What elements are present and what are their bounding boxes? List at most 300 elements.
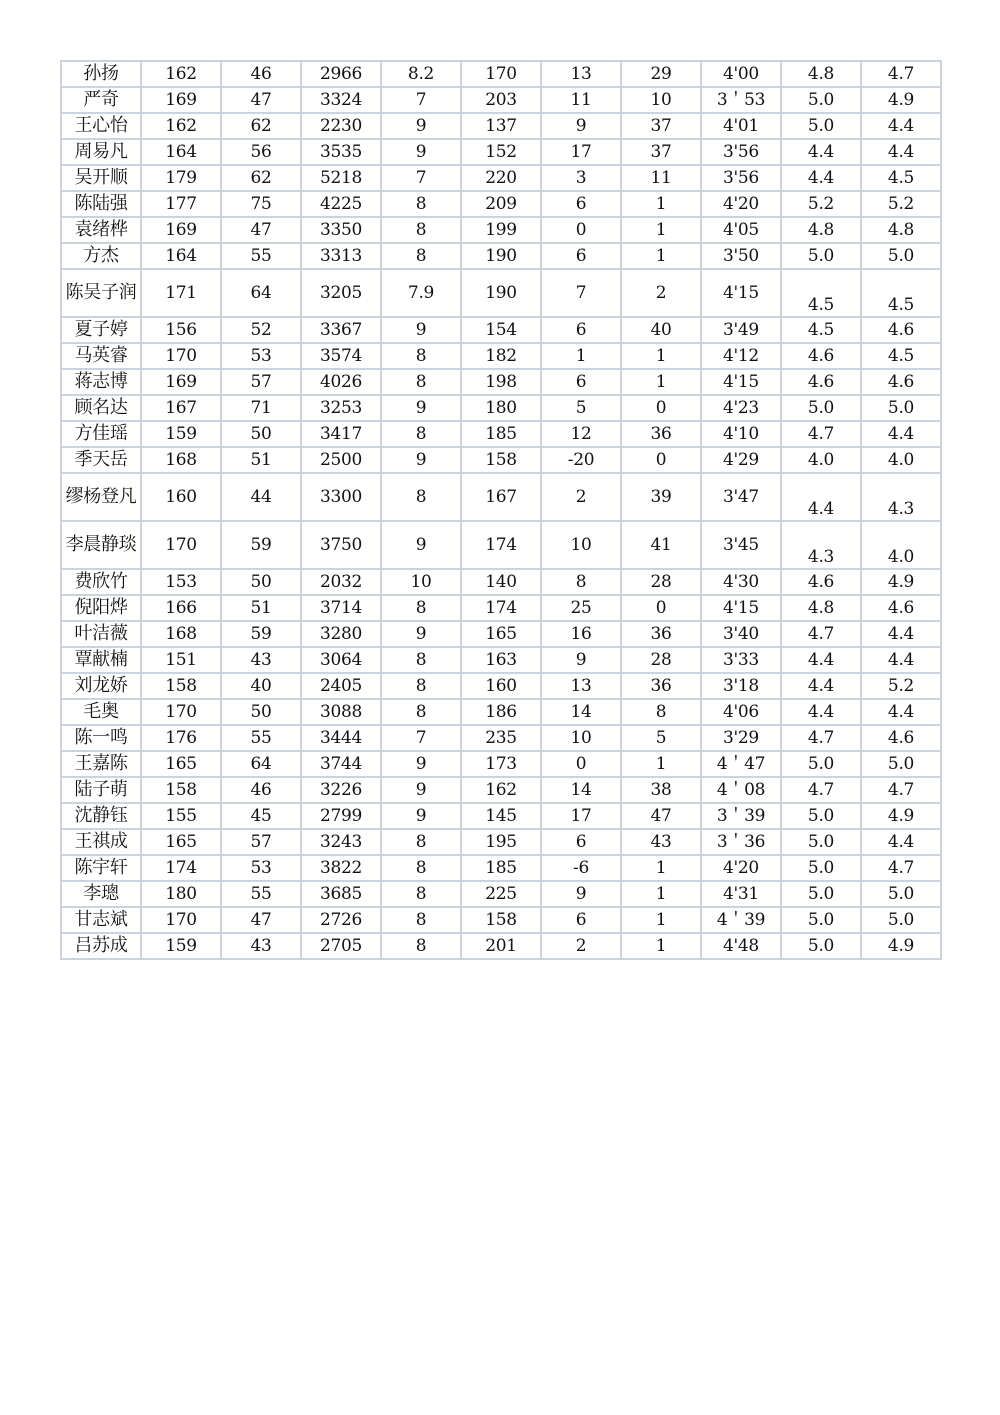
value-cell: 62 (221, 113, 301, 139)
value-cell: 3367 (301, 317, 381, 343)
table-row (61, 395, 941, 421)
value-cell: 5.2 (781, 191, 861, 217)
value-cell: 4'20 (701, 191, 781, 217)
value-cell: 8 (381, 191, 461, 217)
student-name-cell: 陈宇轩 (61, 855, 141, 881)
value-cell: 56 (221, 139, 301, 165)
value-cell: 5.0 (781, 829, 861, 855)
value-cell: 4.7 (781, 621, 861, 647)
value-cell: 8 (381, 699, 461, 725)
student-name-cell: 李晨静琰 (61, 521, 141, 569)
value-cell: 4.7 (781, 777, 861, 803)
value-cell: 168 (141, 447, 221, 473)
value-cell: 8 (381, 647, 461, 673)
value-cell: 2230 (301, 113, 381, 139)
value-cell: 167 (141, 395, 221, 421)
value-cell: 170 (141, 521, 221, 569)
value-cell: 14 (541, 777, 621, 803)
value-cell: 64 (221, 751, 301, 777)
value-cell: 199 (461, 217, 541, 243)
value-cell: 3064 (301, 647, 381, 673)
table-row (61, 473, 941, 521)
value-cell: 47 (221, 87, 301, 113)
value-cell: 17 (541, 803, 621, 829)
value-cell: 4.8 (861, 217, 941, 243)
student-name-cell: 王心怡 (61, 113, 141, 139)
table-row (61, 751, 941, 777)
value-cell: 7 (381, 165, 461, 191)
value-cell: 174 (461, 521, 541, 569)
value-cell: 41 (621, 521, 701, 569)
value-cell: 53 (221, 343, 301, 369)
value-cell: 8 (381, 369, 461, 395)
value-cell: 4'30 (701, 569, 781, 595)
value-cell: 4.4 (781, 139, 861, 165)
value-cell: 4＇47 (701, 751, 781, 777)
student-name-cell: 刘龙娇 (61, 673, 141, 699)
value-cell: 2 (541, 933, 621, 959)
value-cell: 3'45 (701, 521, 781, 569)
table-row (61, 855, 941, 881)
table-row (61, 217, 941, 243)
value-cell: 17 (541, 139, 621, 165)
value-cell: 11 (541, 87, 621, 113)
value-cell: 14 (541, 699, 621, 725)
value-cell: 52 (221, 317, 301, 343)
value-cell: 10 (381, 569, 461, 595)
value-cell: 3417 (301, 421, 381, 447)
value-cell: 5.0 (861, 243, 941, 269)
value-cell: 50 (221, 569, 301, 595)
value-cell: 3＇39 (701, 803, 781, 829)
value-cell: 154 (461, 317, 541, 343)
student-name-cell: 夏子婷 (61, 317, 141, 343)
value-cell: 185 (461, 421, 541, 447)
value-cell: 3822 (301, 855, 381, 881)
value-cell: 156 (141, 317, 221, 343)
student-name-cell: 顾名达 (61, 395, 141, 421)
value-cell: 164 (141, 139, 221, 165)
value-cell: 1 (621, 217, 701, 243)
value-cell: 8 (381, 343, 461, 369)
value-cell: 12 (541, 421, 621, 447)
value-cell: 3＇36 (701, 829, 781, 855)
value-cell: 3744 (301, 751, 381, 777)
table-row (61, 881, 941, 907)
value-cell: 2405 (301, 673, 381, 699)
value-cell: 4'15 (701, 369, 781, 395)
value-cell: 8 (381, 243, 461, 269)
value-cell: 4.7 (781, 421, 861, 447)
value-cell: 9 (541, 881, 621, 907)
value-cell: 4.4 (781, 673, 861, 699)
student-name-cell: 毛奥 (61, 699, 141, 725)
value-cell: 235 (461, 725, 541, 751)
value-cell: 1 (621, 751, 701, 777)
value-cell: 165 (461, 621, 541, 647)
value-cell: 47 (221, 907, 301, 933)
value-cell: 170 (141, 699, 221, 725)
value-cell: 3324 (301, 87, 381, 113)
student-name-cell: 方杰 (61, 243, 141, 269)
value-cell: 8 (381, 217, 461, 243)
value-cell: 201 (461, 933, 541, 959)
value-cell: 4'06 (701, 699, 781, 725)
value-cell: 4.6 (781, 343, 861, 369)
score-sheet (60, 60, 940, 960)
value-cell: 4.9 (861, 87, 941, 113)
value-cell: 1 (621, 343, 701, 369)
value-cell: 43 (221, 933, 301, 959)
student-name-cell: 陆子萌 (61, 777, 141, 803)
value-cell: 4'23 (701, 395, 781, 421)
value-cell: 4.4 (781, 165, 861, 191)
value-cell: 3'56 (701, 139, 781, 165)
value-cell: 164 (141, 243, 221, 269)
value-cell: 4225 (301, 191, 381, 217)
value-cell: 4.4 (861, 113, 941, 139)
value-cell: 46 (221, 777, 301, 803)
value-cell: 4.0 (861, 447, 941, 473)
value-cell: 180 (461, 395, 541, 421)
value-cell: 3350 (301, 217, 381, 243)
table-row (61, 87, 941, 113)
value-cell: 4.4 (861, 647, 941, 673)
value-cell: 4＇08 (701, 777, 781, 803)
value-cell: 50 (221, 699, 301, 725)
value-cell: 3444 (301, 725, 381, 751)
value-cell: 4.0 (861, 521, 941, 569)
value-cell: 158 (141, 777, 221, 803)
value-cell: 16 (541, 621, 621, 647)
table-row (61, 699, 941, 725)
value-cell: 8 (541, 569, 621, 595)
value-cell: 45 (221, 803, 301, 829)
value-cell: 5 (541, 395, 621, 421)
value-cell: 170 (141, 907, 221, 933)
student-name-cell: 甘志斌 (61, 907, 141, 933)
value-cell: 9 (381, 395, 461, 421)
student-name-cell: 方佳瑶 (61, 421, 141, 447)
value-cell: 159 (141, 421, 221, 447)
value-cell: 4.5 (861, 269, 941, 317)
value-cell: 4.7 (861, 855, 941, 881)
value-cell: 6 (541, 829, 621, 855)
value-cell: 4.3 (861, 473, 941, 521)
table-row (61, 595, 941, 621)
value-cell: 5.0 (781, 933, 861, 959)
value-cell: 6 (541, 907, 621, 933)
value-cell: 5.0 (861, 395, 941, 421)
value-cell: 4'31 (701, 881, 781, 907)
table-row (61, 829, 941, 855)
value-cell: 7 (381, 725, 461, 751)
value-cell: 4'01 (701, 113, 781, 139)
value-cell: 2966 (301, 61, 381, 87)
value-cell: 3'40 (701, 621, 781, 647)
table-row (61, 621, 941, 647)
value-cell: 162 (141, 113, 221, 139)
student-name-cell: 沈静钰 (61, 803, 141, 829)
value-cell: 3205 (301, 269, 381, 317)
value-cell: 4.6 (861, 725, 941, 751)
value-cell: 4'29 (701, 447, 781, 473)
student-name-cell: 陈陆强 (61, 191, 141, 217)
value-cell: 3574 (301, 343, 381, 369)
value-cell: 182 (461, 343, 541, 369)
value-cell: 51 (221, 595, 301, 621)
value-cell: 47 (621, 803, 701, 829)
student-name-cell: 李璁 (61, 881, 141, 907)
value-cell: 9 (541, 647, 621, 673)
value-cell: 4.6 (861, 369, 941, 395)
value-cell: 9 (381, 317, 461, 343)
value-cell: 140 (461, 569, 541, 595)
value-cell: 6 (541, 369, 621, 395)
value-cell: 36 (621, 673, 701, 699)
value-cell: 9 (381, 803, 461, 829)
value-cell: 1 (621, 907, 701, 933)
table-row (61, 447, 941, 473)
value-cell: 160 (141, 473, 221, 521)
value-cell: 1 (621, 243, 701, 269)
value-cell: 51 (221, 447, 301, 473)
student-name-cell: 王嘉陈 (61, 751, 141, 777)
value-cell: 198 (461, 369, 541, 395)
value-cell: 4.9 (861, 803, 941, 829)
value-cell: 8 (381, 907, 461, 933)
student-name-cell: 倪阳烨 (61, 595, 141, 621)
value-cell: 190 (461, 269, 541, 317)
value-cell: 137 (461, 113, 541, 139)
value-cell: 37 (621, 113, 701, 139)
value-cell: 29 (621, 61, 701, 87)
value-cell: 4.0 (781, 447, 861, 473)
value-cell: 57 (221, 829, 301, 855)
value-cell: 3088 (301, 699, 381, 725)
student-name-cell: 费欣竹 (61, 569, 141, 595)
value-cell: 5.0 (861, 881, 941, 907)
value-cell: 4'15 (701, 595, 781, 621)
value-cell: 160 (461, 673, 541, 699)
value-cell: 4'00 (701, 61, 781, 87)
value-cell: 36 (621, 621, 701, 647)
student-name-cell: 马英睿 (61, 343, 141, 369)
value-cell: 5.2 (861, 673, 941, 699)
table-row (61, 113, 941, 139)
value-cell: 5.0 (861, 907, 941, 933)
value-cell: 40 (621, 317, 701, 343)
value-cell: 3'49 (701, 317, 781, 343)
value-cell: 0 (621, 595, 701, 621)
value-cell: 9 (381, 621, 461, 647)
value-cell: 6 (541, 191, 621, 217)
value-cell: 3243 (301, 829, 381, 855)
value-cell: 163 (461, 647, 541, 673)
value-cell: 209 (461, 191, 541, 217)
value-cell: -6 (541, 855, 621, 881)
value-cell: 9 (381, 447, 461, 473)
value-cell: 50 (221, 421, 301, 447)
value-cell: 3＇53 (701, 87, 781, 113)
value-cell: 4.7 (861, 61, 941, 87)
table-row (61, 191, 941, 217)
value-cell: 2799 (301, 803, 381, 829)
value-cell: 3300 (301, 473, 381, 521)
table-row (61, 647, 941, 673)
value-cell: 4.4 (781, 647, 861, 673)
value-cell: 179 (141, 165, 221, 191)
value-cell: 3714 (301, 595, 381, 621)
value-cell: 1 (621, 369, 701, 395)
value-cell: 174 (461, 595, 541, 621)
value-cell: 1 (621, 881, 701, 907)
value-cell: 8 (381, 473, 461, 521)
value-cell: 4.5 (781, 317, 861, 343)
value-cell: 64 (221, 269, 301, 317)
value-cell: 11 (621, 165, 701, 191)
value-cell: 2 (621, 269, 701, 317)
value-cell: 5.2 (861, 191, 941, 217)
value-cell: 2726 (301, 907, 381, 933)
table-body (61, 61, 941, 959)
value-cell: 3253 (301, 395, 381, 421)
student-name-cell: 覃献楠 (61, 647, 141, 673)
value-cell: 4.4 (781, 473, 861, 521)
table-row (61, 165, 941, 191)
value-cell: 10 (541, 725, 621, 751)
value-cell: 190 (461, 243, 541, 269)
value-cell: 152 (461, 139, 541, 165)
value-cell: 5.0 (781, 803, 861, 829)
table-row (61, 521, 941, 569)
student-name-cell: 叶洁薇 (61, 621, 141, 647)
table-row (61, 369, 941, 395)
value-cell: 4.6 (861, 317, 941, 343)
value-cell: 169 (141, 217, 221, 243)
value-cell: 9 (381, 113, 461, 139)
value-cell: 173 (461, 751, 541, 777)
value-cell: 3280 (301, 621, 381, 647)
value-cell: 5.0 (781, 855, 861, 881)
student-name-cell: 季天岳 (61, 447, 141, 473)
value-cell: 8 (381, 595, 461, 621)
value-cell: 195 (461, 829, 541, 855)
value-cell: 4.7 (781, 725, 861, 751)
value-cell: 3685 (301, 881, 381, 907)
value-cell: 10 (621, 87, 701, 113)
value-cell: 4.4 (861, 699, 941, 725)
value-cell: 4.5 (781, 269, 861, 317)
table-row (61, 933, 941, 959)
student-name-cell: 吴开顺 (61, 165, 141, 191)
value-cell: 5.0 (781, 881, 861, 907)
value-cell: 4.6 (781, 569, 861, 595)
value-cell: 4.9 (861, 933, 941, 959)
value-cell: 8 (381, 933, 461, 959)
value-cell: 57 (221, 369, 301, 395)
value-cell: 55 (221, 725, 301, 751)
value-cell: 5.0 (781, 87, 861, 113)
value-cell: 43 (221, 647, 301, 673)
value-cell: 168 (141, 621, 221, 647)
value-cell: 40 (221, 673, 301, 699)
value-cell: 162 (461, 777, 541, 803)
student-data-table (60, 60, 942, 960)
value-cell: 4.8 (781, 595, 861, 621)
value-cell: 62 (221, 165, 301, 191)
student-name-cell: 周易凡 (61, 139, 141, 165)
table-row (61, 269, 941, 317)
value-cell: 13 (541, 673, 621, 699)
table-row (61, 61, 941, 87)
table-row (61, 777, 941, 803)
value-cell: 8 (381, 421, 461, 447)
value-cell: 2705 (301, 933, 381, 959)
value-cell: 5.0 (781, 395, 861, 421)
table-row (61, 421, 941, 447)
value-cell: 170 (141, 343, 221, 369)
value-cell: 4026 (301, 369, 381, 395)
value-cell: 5 (621, 725, 701, 751)
value-cell: 0 (541, 751, 621, 777)
student-name-cell: 吕苏成 (61, 933, 141, 959)
student-name-cell: 陈吴子润 (61, 269, 141, 317)
value-cell: 3'56 (701, 165, 781, 191)
table-row (61, 317, 941, 343)
table-row (61, 907, 941, 933)
value-cell: 170 (461, 61, 541, 87)
value-cell: 176 (141, 725, 221, 751)
value-cell: 37 (621, 139, 701, 165)
value-cell: 4.5 (861, 343, 941, 369)
value-cell: 9 (381, 139, 461, 165)
value-cell: 71 (221, 395, 301, 421)
value-cell: 0 (621, 447, 701, 473)
value-cell: 2 (541, 473, 621, 521)
table-row (61, 725, 941, 751)
value-cell: 220 (461, 165, 541, 191)
table-row (61, 673, 941, 699)
value-cell: 9 (381, 751, 461, 777)
value-cell: 4.4 (781, 699, 861, 725)
student-name-cell: 陈一鸣 (61, 725, 141, 751)
student-name-cell: 蒋志博 (61, 369, 141, 395)
value-cell: 4.3 (781, 521, 861, 569)
value-cell: 185 (461, 855, 541, 881)
student-name-cell: 缪杨登凡 (61, 473, 141, 521)
value-cell: 5218 (301, 165, 381, 191)
value-cell: 53 (221, 855, 301, 881)
value-cell: 4.7 (861, 777, 941, 803)
value-cell: 44 (221, 473, 301, 521)
table-row (61, 243, 941, 269)
value-cell: 7 (541, 269, 621, 317)
value-cell: 3313 (301, 243, 381, 269)
value-cell: 3'47 (701, 473, 781, 521)
value-cell: 38 (621, 777, 701, 803)
value-cell: 59 (221, 621, 301, 647)
value-cell: 4.8 (781, 217, 861, 243)
value-cell: 47 (221, 217, 301, 243)
value-cell: 171 (141, 269, 221, 317)
value-cell: 8 (621, 699, 701, 725)
value-cell: 59 (221, 521, 301, 569)
value-cell: 3750 (301, 521, 381, 569)
value-cell: 4'05 (701, 217, 781, 243)
value-cell: 75 (221, 191, 301, 217)
value-cell: 4.4 (861, 421, 941, 447)
